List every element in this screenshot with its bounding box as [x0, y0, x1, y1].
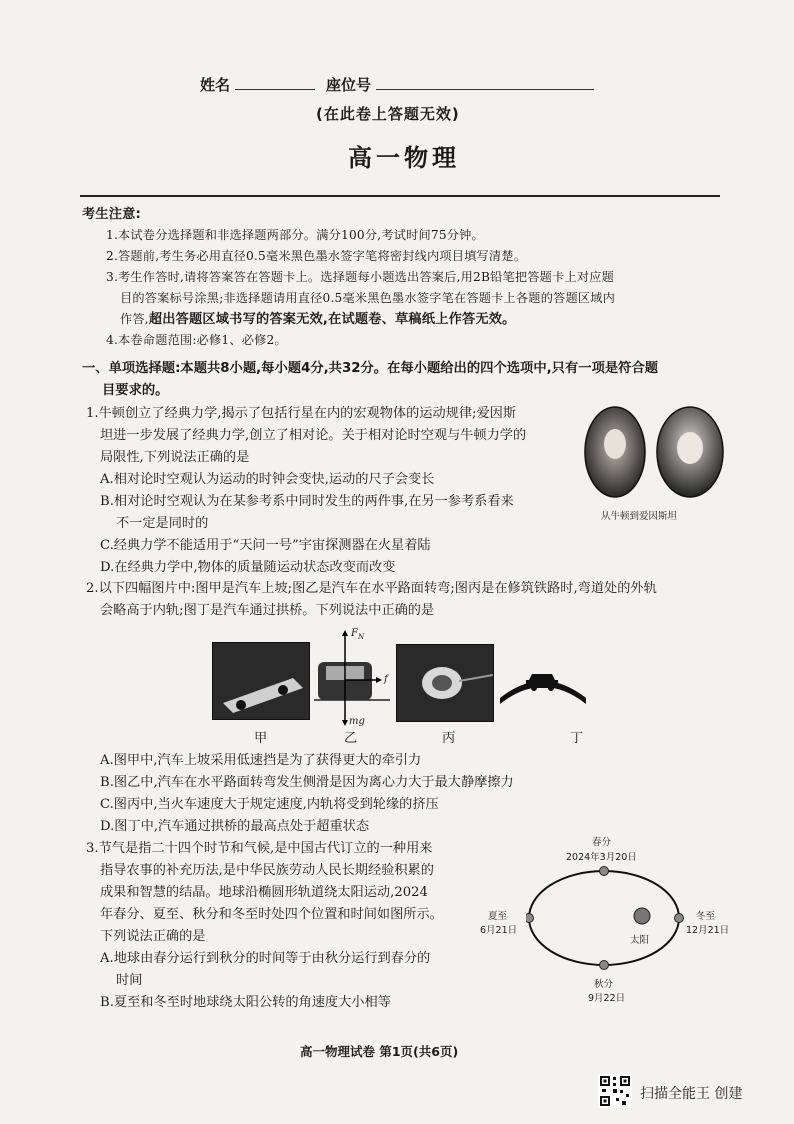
- instruction-line: 4.本卷命题范围:必修1、必修2。: [106, 333, 287, 347]
- earth-summer-dot: [526, 914, 534, 923]
- summer-date: 6月21日: [480, 925, 518, 936]
- question-2: 2.以下四幅图片中:图甲是汽车上坡;图乙是汽车在水平路面转弯;图丙是在修筑铁路时,弯道处的外轨 会略高于内轨;图丁是汽车通过拱桥。下列说法中正确的是: [86, 581, 657, 618]
- car-uphill-icon: [213, 643, 309, 719]
- car-turning-force-diagram: [312, 628, 390, 730]
- earth-winter-dot: [675, 914, 684, 923]
- force-mg-label: mg: [349, 716, 365, 727]
- q2-options: [100, 750, 740, 838]
- instructions-heading: 考生注意:: [82, 207, 142, 222]
- force-f-label: f: [384, 674, 388, 685]
- newton-einstein-portraits: [582, 404, 728, 500]
- spring-date: 2024年3月20日: [566, 852, 637, 863]
- summer-label: 夏至: [488, 911, 508, 922]
- label-jia: 甲: [254, 731, 268, 746]
- car-arch-bridge: [498, 660, 588, 706]
- q1-stem: 1.牛顿创立了经典力学,揭示了包括行星在内的宏观物体的运动规律;爱因斯: [86, 406, 517, 421]
- q2-option-d: D.图丁中,汽车通过拱桥的最高点处于超重状态: [100, 819, 370, 834]
- earth-spring-dot: [600, 867, 609, 876]
- seat-label: 座位号: [326, 76, 372, 94]
- label-yi: 乙: [344, 731, 358, 746]
- earth-orbit-diagram: [526, 864, 686, 972]
- seat-field: [326, 74, 594, 95]
- newton-face: [604, 429, 626, 459]
- instruction-line-bold: 作答,超出答题区域书写的答案无效,在试题卷、草稿纸上作答无效。: [120, 312, 516, 327]
- instruction-line: 2.答题前,考生务必用直径0.5毫米黑色墨水签字笔将密封线内项目填写清楚。: [106, 249, 527, 263]
- earth-autumn-dot: [600, 961, 609, 970]
- instruction-bold-warning: 超出答题区域书写的答案无效,在试题卷、草稿纸上作答无效。: [148, 312, 516, 327]
- q2-option-b: B.图乙中,汽车在水平路面转弯发生侧滑是因为离心力大于最大静摩擦力: [100, 775, 514, 790]
- instruction-line: 3.考生作答时,请将答案答在答题卡上。选择题每小题选出答案后,用2B铅笔把答题卡上对应题: [106, 270, 615, 284]
- photo-car-uphill: [212, 642, 310, 720]
- q1-option-d: D.在经典力学中,物体的质量随运动状态改变而改变: [100, 560, 396, 575]
- q1-option-a: A.相对论时空观认为运动的时钟会变快,运动的尺子会变长: [100, 472, 435, 487]
- name-label: 姓名: [200, 76, 231, 94]
- label-bing: 丙: [442, 731, 456, 746]
- autumn-date: 9月22日: [588, 993, 626, 1004]
- q2-option-a: A.图甲中,汽车上坡采用低速挡是为了获得更大的牵引力: [100, 753, 422, 768]
- portrait-caption: 从牛顿到爱因斯坦: [601, 511, 678, 522]
- winter-date: 12月21日: [686, 925, 730, 936]
- q1-option-b: B.相对论时空观认为在某参考系中同时发生的两件事,在另一参考系看来: [100, 494, 514, 509]
- question-3: 3.节气是指二十四个时节和气候,是中国古代订立的一种用来 指导农事的补充历法,是中华民族劳动人民长期经验积累的 成果和智慧的结晶。地球沿椭圆形轨道绕太阳运动,2024 年春分、夏至、秋分和冬至时处四个位置和时间如图所示。 下列说法正确的是 A.地球由春分运行到秋分的时间等于由秋分运行到春分的 时间 B.夏至和冬至时地球绕太阳公转的角速度大小相等: [86, 838, 546, 1014]
- header-divider: [80, 195, 720, 197]
- scanner-watermark: 扫描全能王 创建: [640, 1086, 743, 1102]
- qr-code-icon: [598, 1074, 632, 1108]
- name-blank: [235, 75, 315, 90]
- q1-option-c: C.经典力学不能适用于“天问一号”宇宙探测器在火星着陆: [100, 538, 431, 553]
- sun-label: 太阳: [630, 935, 650, 946]
- instruction-line: 目的答案标号涂黑;非选择题请用直径0.5毫米黑色墨水签字笔在答题卡上各题的答题区域内: [120, 291, 616, 305]
- einstein-face: [677, 432, 703, 464]
- orbit-ellipse: [529, 871, 679, 965]
- instructions: [82, 204, 732, 351]
- autumn-label: 秋分: [594, 979, 614, 990]
- train-icon: [397, 645, 493, 721]
- q3-option-b: B.夏至和冬至时地球绕太阳公转的角速度大小相等: [100, 995, 391, 1010]
- q2-option-c: C.图丙中,当火车速度大于规定速度,内轨将受到轮缘的挤压: [100, 797, 439, 812]
- name-field: [200, 74, 315, 95]
- question-1: 1.牛顿创立了经典力学,揭示了包括行星在内的宏观物体的运动规律;爱因斯 坦进一步发展了经典力学,创立了相对论。关于相对论时空观与牛顿力学的 局限性,下列说法正确的是 A.相对论时空观认为运动的时钟会变快,运动的尺子会变长 B.相对论时空观认为在某参考系中同时发生的两件事,在另一参考系看来 不一定是同时的 C.经典力学不能适用于“天问一号”宇宙探测器在火星着陆 D.在经典力学中,物体的质量随运动状态改变而改变: [86, 403, 586, 579]
- notice-text: (在此卷上答题无效): [316, 105, 460, 123]
- q3-option-a: A.地球由春分运行到秋分的时间等于由秋分运行到春分的: [100, 951, 431, 966]
- sun-icon: [634, 908, 650, 924]
- instruction-line: 1.本试卷分选择题和非选择题两部分。满分100分,考试时间75分钟。: [106, 228, 484, 242]
- photo-train-curve: [396, 644, 494, 722]
- page-footer: 高一物理试卷 第1页(共6页): [300, 1044, 459, 1059]
- section-heading: 一、单项选择题:本题共8小题,每小题4分,共32分。在每小题给出的四个选项中,只有一项是符合题 目要求的。: [82, 361, 659, 398]
- winter-label: 冬至: [696, 911, 716, 922]
- label-ding: 丁: [570, 731, 584, 746]
- page-title: 高一物理: [348, 144, 460, 172]
- spring-label: 春分: [592, 837, 612, 848]
- seat-blank: [376, 75, 594, 90]
- force-fn-label: $F_N$: [351, 628, 365, 641]
